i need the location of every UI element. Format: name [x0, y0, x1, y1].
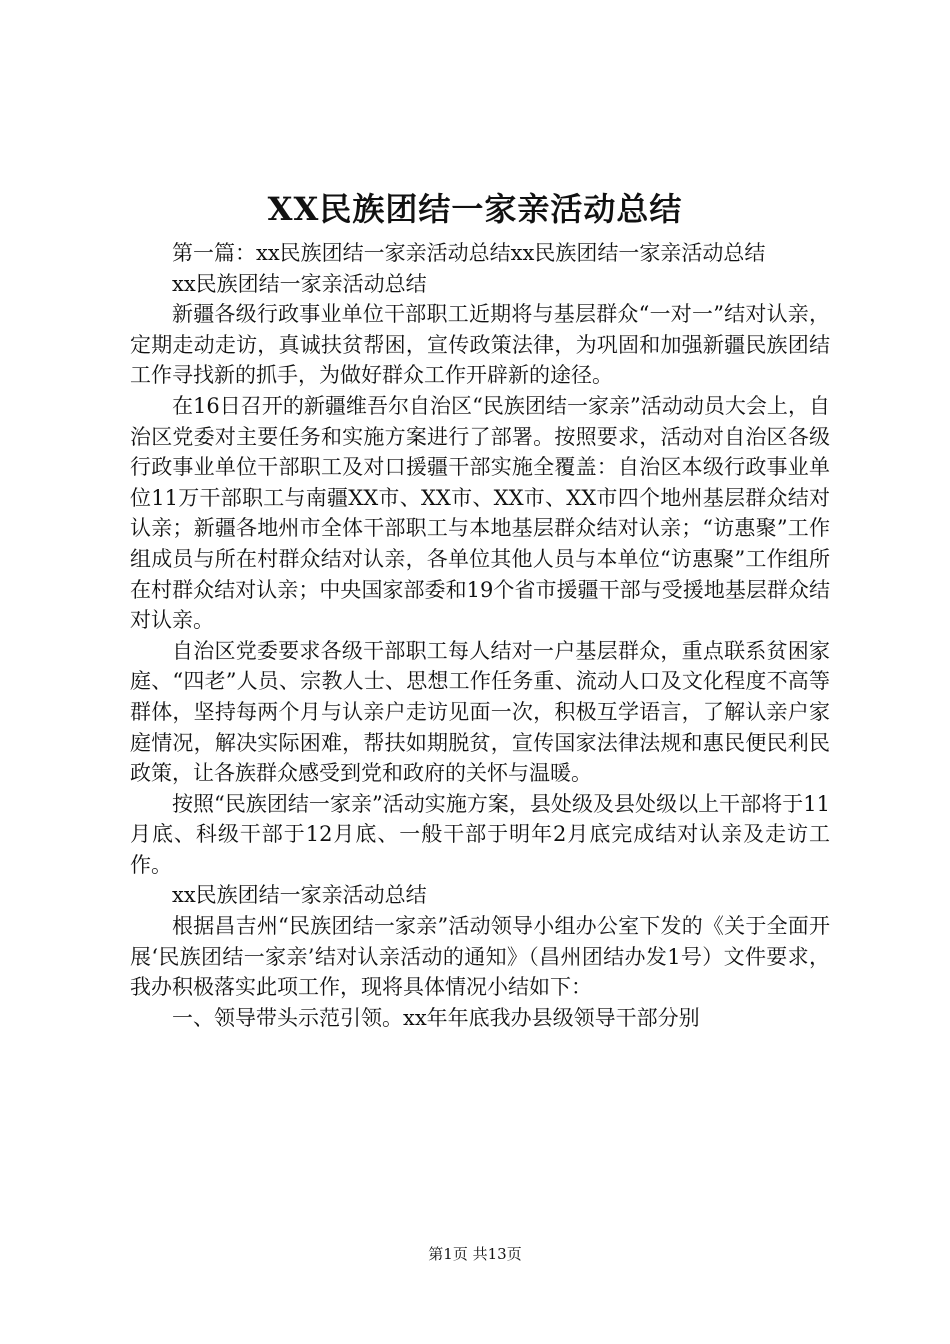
paragraph: 新疆各级行政事业单位干部职工近期将与基层群众“一对一”结对认亲，定期走动走访，真诚扶贫帮困，宣传政策法律，为巩固和加强新疆民族团结工作寻找新的抓手，为做好群众工作开辟新的途径。 [130, 302, 830, 388]
paragraph: 按照“民族团结一家亲”活动实施方案，县处级及县处级以上干部将于11月底、科级干部于12月底、一般干部于明年2月底完成结对认亲及走访工作。 [130, 791, 830, 877]
document-title: XX民族团结一家亲活动总结 [267, 190, 683, 228]
paragraph: xx民族团结一家亲活动总结 [172, 271, 427, 296]
paragraph: 一、领导带头示范引领。xx年年底我办县级领导干部分别 [172, 1005, 700, 1030]
paragraph: 自治区党委要求各级干部职工每人结对一户基层群众，重点联系贫困家庭、“四老”人员、宗教人士、思想工作任务重、流动人口及文化程度不高等群体，坚持每两个月与认亲户走访见面一次，积极互学语言，了解认亲户家庭情况，解决实际困难，帮扶如期脱贫，宣传国家法律法规和惠民便民利民政策，让各族群众感受到党和政府的关怀与温暖。 [130, 638, 830, 786]
page-number-footer: 第1页 共13页 [428, 1245, 522, 1263]
paragraph: 第一篇：xx民族团结一家亲活动总结xx民族团结一家亲活动总结 [172, 241, 766, 265]
paragraph: 在16日召开的新疆维吾尔自治区“民族团结一家亲”活动动员大会上，自治区党委对主要任务和实施方案进行了部署。按照要求，活动对自治区各级行政事业单位干部职工及对口援疆干部实施全覆盖：自治区本级行政事业单位11万干部职工与南疆XX市、XX市、XX市、XX市四个地州基层群众结对认亲；新疆各地州市全体干部职工与本地基层群众结对认亲；“访惠聚”工作组成员与所在村群众结对认亲，各单位其他人员与本单位“访惠聚”工作组所在村群众结对认亲；中央国家部委和19个省市援疆干部与受援地基层群众结对认亲。 [130, 393, 830, 633]
paragraph: 根据昌吉州“民族团结一家亲”活动领导小组办公室下发的《关于全面开展‘民族团结一家亲’结对认亲活动的通知》（昌州团结办发1号）文件要求，我办积极落实此项工作，现将具体情况小结如下： [130, 914, 830, 1000]
document-body [130, 238, 830, 1033]
paragraph: xx民族团结一家亲活动总结 [172, 883, 427, 908]
